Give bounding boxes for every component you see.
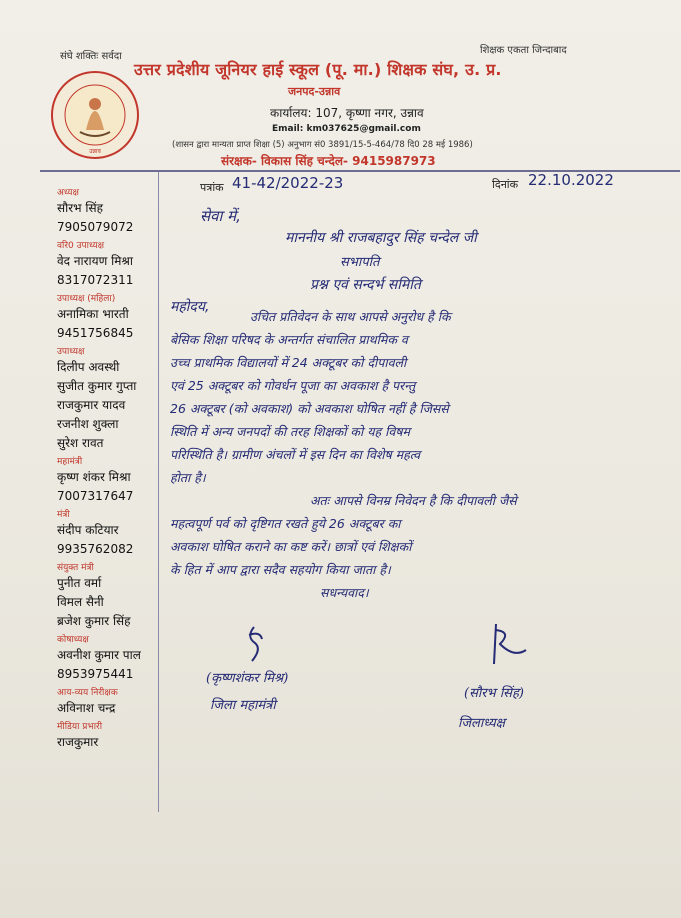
date-value: 22.10.2022: [528, 171, 614, 189]
office-bearers-list: [57, 184, 162, 752]
bearer-designation: आय-व्यय निरीक्षक: [57, 688, 118, 698]
bearer-name: वेद नारायण मिश्रा: [57, 254, 133, 268]
recipient-committee: प्रश्न एवं सन्दर्भ समिति: [310, 277, 421, 293]
bearer-designation: महामंत्री: [57, 457, 83, 467]
body-line: 26 अक्टूबर (को अवकाश) को अवकाश घोषित नहीं है जिससे: [170, 401, 449, 416]
bearer-designation: कोषाध्यक्ष: [57, 635, 89, 645]
bearer-name: कृष्ण शंकर मिश्रा: [57, 470, 131, 484]
bearer-name: सुरेश रावत: [57, 436, 104, 450]
signatory-left-title: जिला महामंत्री: [210, 698, 276, 713]
office-address: कार्यालय: 107, कृष्णा नगर, उन्नाव: [270, 106, 424, 120]
body-line: होता है।: [170, 470, 206, 485]
bearer-name: अविनाश चन्द्र: [57, 701, 116, 715]
body-line: अवकाश घोषित कराने का कष्ट करें। छात्रों एवं शिक्षकों: [170, 539, 412, 554]
bearer-phone: 9451756845: [57, 326, 134, 340]
body-line: स्थिति में अन्य जनपदों की तरह शिक्षकों को यह विषम: [170, 424, 410, 439]
bearer-name: रजनीश शुक्ला: [57, 417, 119, 431]
signatory-left-name: (कृष्णशंकर मिश्र): [206, 671, 289, 686]
bearer-name: विमल सैनी: [57, 595, 104, 609]
body-line: के हित में आप द्वारा सदैव सहयोग किया जाता है।: [170, 562, 391, 577]
bearer-name: सौरभ सिंह: [57, 201, 103, 215]
signature-right-mark: [490, 620, 530, 668]
body-line: उचित प्रतिवेदन के साथ आपसे अनुरोध है कि: [250, 309, 451, 324]
bearer-designation: अध्यक्ष: [57, 188, 79, 198]
bearer-designation: संयुक्त मंत्री: [57, 563, 94, 573]
district-name: जनपद-उन्नाव: [288, 85, 341, 98]
bearer-name: पुनीत वर्मा: [57, 576, 102, 590]
bearer-designation: वरि0 उपाध्यक्ष: [57, 241, 105, 251]
signatory-right-name: (सौरभ सिंह): [464, 686, 524, 701]
body-line: परिस्थिति है। ग्रामीण अंचलों में इस दिन का विशेष महत्व: [170, 447, 421, 462]
bearer-designation: मीडिया प्रभारी: [57, 722, 103, 732]
date-label: दिनांक: [492, 178, 519, 191]
bearer-designation: मंत्री: [57, 510, 70, 520]
to-line: सेवा में,: [200, 207, 241, 225]
ref-label: पत्रांक: [200, 181, 224, 194]
recipient-title: सभापति: [340, 255, 380, 270]
organization-title: उत्तर प्रदेशीय जूनियर हाई स्कूल (पू. मा.) शिक्षक संघ, उ. प्र.: [134, 60, 502, 79]
signature-left-mark: [240, 625, 270, 665]
recipient-name: माननीय श्री राजबहादुर सिंह चन्देल जी: [285, 230, 477, 246]
bearer-name: अनामिका भारती: [57, 307, 129, 321]
registration-note: (शासन द्वारा मान्यता प्राप्त शिक्षा (5) अनुभाग सं0 3891/15-5-464/78 दि0 28 मई 1986): [172, 140, 473, 150]
signatory-right-title: जिलाध्यक्ष: [458, 716, 505, 731]
email-address: Email: km037625@gmail.com: [272, 124, 421, 134]
bearer-phone: 8317072311: [57, 273, 134, 287]
logo-bottom-text: उन्नाव: [89, 148, 101, 155]
bearer-phone: 9935762082: [57, 542, 134, 556]
body-line: उच्च प्राथमिक विद्यालयों में 24 अक्टूबर को दीपावली: [170, 355, 407, 370]
bearer-designation: उपाध्यक्ष (महिला): [57, 294, 116, 304]
bearer-name: दिलीप अवस्थी: [57, 360, 120, 374]
body-line: एवं 25 अक्टूबर को गोवर्धन पूजा का अवकाश है परन्तु: [170, 378, 416, 393]
bearer-name: सुजीत कुमार गुप्ता: [57, 379, 137, 393]
bearer-name: अवनीश कुमार पाल: [57, 648, 141, 662]
bearer-name: राजकुमार: [57, 735, 99, 749]
motto-left: संघे शक्तिः सर्वदा: [60, 51, 122, 62]
ref-value: 41-42/2022-23: [232, 174, 344, 192]
bearer-phone: 7007317647: [57, 489, 134, 503]
motto-right: शिक्षक एकता जिन्दाबाद: [480, 45, 567, 56]
letter-body: [170, 305, 670, 604]
patron-line: संरक्षक- विकास सिंह चन्देल- 9415987973: [221, 154, 436, 168]
bearer-phone: 7905079072: [57, 220, 134, 234]
bearer-designation: उपाध्यक्ष: [57, 347, 85, 357]
bearer-name: राजकुमार यादव: [57, 398, 126, 412]
bearer-phone: 8953975441: [57, 667, 134, 681]
salutation: महोदय,: [170, 299, 210, 315]
body-line: अतः आपसे विनम्र निवेदन है कि दीपावली जैसे: [310, 493, 517, 508]
organization-seal-logo: [50, 70, 140, 160]
bearer-name: संदीप कटियार: [57, 523, 119, 537]
body-line: बेसिक शिक्षा परिषद के अन्तर्गत संचालित प्राथमिक व: [170, 332, 408, 347]
bearer-name: ब्रजेश कुमार सिंह: [57, 614, 131, 628]
body-line: महत्वपूर्ण पर्व को दृष्टिगत रखते हुये 26 अक्टूबर का: [170, 516, 401, 531]
body-line: सधन्यवाद।: [320, 585, 369, 600]
